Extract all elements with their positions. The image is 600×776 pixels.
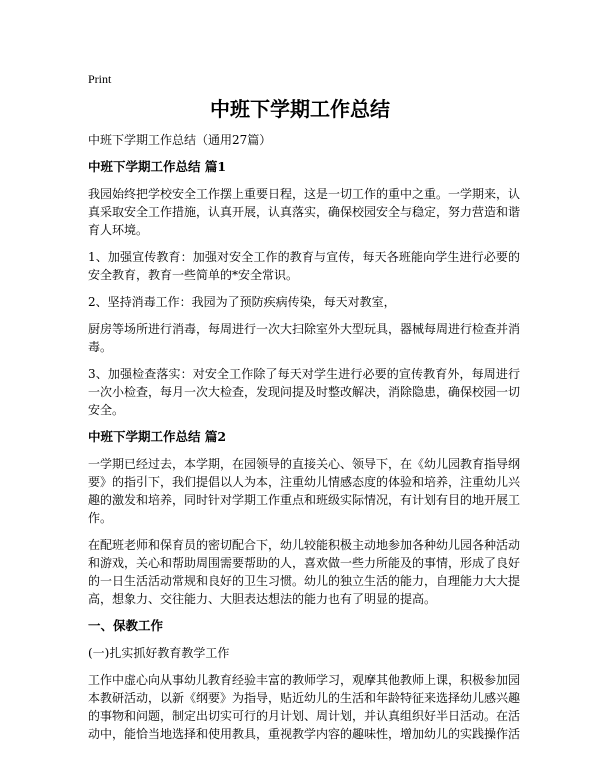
- document-body: [88, 158, 520, 752]
- paragraph: 工作中虚心向从事幼儿教育经验丰富的教师学习，观摩其他教师上课，积极参加园本教研活动，以新《纲要》为指导，贴近幼儿的生活和年龄特征来选择幼儿感兴趣的事物和问题，制定出切实可行的月计划、周计划，并认真组织好半日活动。在活动中，能恰当地选择和使用教具，重视教学内容的趣味性，增加幼儿的实践操作活: [88, 673, 521, 741]
- paragraph: 一学期已经过去，本学期，在园领导的直接关心、领导下，在《幼儿园教育指导纲要》的指引下，我们提倡以人为本，注重幼儿情感态度的体验和培养，注重幼儿兴趣的激发和培养，同时针对学期工作重点和班级实际情况，有计划有目的地开展工作。: [88, 457, 521, 525]
- sub-heading: 一、保教工作: [88, 618, 164, 633]
- paragraph: 1、加强宣传教育：加强对安全工作的教育与宣传，每天各班能向学生进行必要的安全教育，教育一些简单的*安全常识。: [88, 250, 520, 282]
- paragraph: 在配班老师和保育员的密切配合下，幼儿较能积极主动地参加各种幼儿园各种活动和游戏，关心和帮助周围需要帮助的人，喜欢做一些力所能及的事情，形成了良好的一日生活活动常规和良好的卫生习惯。幼儿的独立生活的能力，自理能力大大提高，想象力、交往能力、大胆表达想法的能力也有了明显的提高。: [88, 538, 521, 606]
- paragraph: 2、坚持消毒工作：我园为了预防疾病传染，每天对教室，: [88, 295, 396, 309]
- section-heading: 中班下学期工作总结 篇1: [88, 159, 227, 174]
- paragraph: 厨房等场所进行消毒，每周进行一次大扫除室外大型玩具，器械每周进行检查并消毒。: [88, 322, 521, 354]
- paragraph: 3、加强检查落实：对安全工作除了每天对学生进行必要的宣传教育外，每周进行一次小检查，每月一次大检查，发现问提及时整改解决，消除隐患，确保校园一切安全。: [88, 367, 521, 417]
- print-label: Print: [88, 72, 112, 86]
- paragraph: 我园始终把学校安全工作摆上重要日程，这是一切工作的重中之重。一学期来，认真采取安全工作措施，认真开展，认真落实，确保校园安全与稳定，努力营造和谐育人环境。: [88, 187, 521, 237]
- page-title: 中班下学期工作总结: [210, 97, 390, 121]
- section-heading: 中班下学期工作总结 篇2: [88, 429, 227, 444]
- sub-sub-heading: (一)扎实抓好教育教学工作: [88, 646, 230, 660]
- document-subtitle: 中班下学期工作总结（通用27篇）: [88, 133, 272, 147]
